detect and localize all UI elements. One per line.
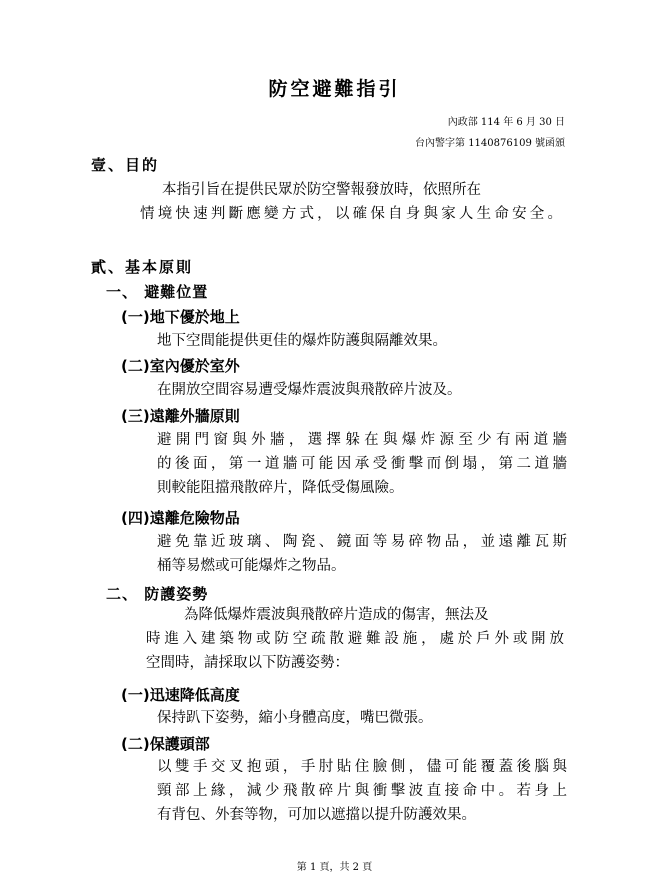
item-protect-head-body bbox=[157, 755, 567, 827]
item-lower-height-heading: (一)迅速降低高度 bbox=[121, 686, 240, 704]
subsection-shelter-location-heading: 一、 避難位置 bbox=[106, 283, 209, 301]
item-hazards-body bbox=[157, 530, 567, 578]
section-purpose-body bbox=[140, 178, 562, 226]
paragraph-line: 以雙手交叉抱頭，手肘貼住臉側，儘可能覆蓋後腦與 bbox=[157, 759, 567, 775]
paragraph-line: 情境快速判斷應變方式，以確保自身與家人生命安全。 bbox=[140, 206, 562, 222]
item-lower-height-body bbox=[157, 706, 567, 730]
protective-posture-intro bbox=[146, 603, 564, 675]
paragraph-line: 在開放空間容易遭受爆炸震波與飛散碎片波及。 bbox=[157, 382, 462, 398]
paragraph-line: 本指引旨在提供民眾於防空警報發放時，依照所在 bbox=[162, 182, 481, 198]
item-underground-heading: (一)地下優於地上 bbox=[121, 308, 240, 326]
paragraph-line: 為降低爆炸震波與飛散碎片造成的傷害，無法及 bbox=[184, 607, 489, 623]
item-indoor-heading: (二)室內優於室外 bbox=[121, 357, 240, 375]
item-outer-wall-heading: (三)遠離外牆原則 bbox=[121, 407, 240, 425]
item-indoor-body bbox=[157, 378, 567, 402]
document-number: 台內警字第 1140876109 號函頒 bbox=[415, 138, 565, 149]
section-purpose-heading: 壹、目的 bbox=[91, 156, 160, 174]
subsection-protective-posture-heading: 二、 防護姿勢 bbox=[106, 585, 209, 603]
item-underground-body bbox=[157, 329, 567, 353]
paragraph-line: 避免靠近玻璃、陶瓷、鏡面等易碎物品，並遠離瓦斯 bbox=[157, 534, 567, 550]
item-hazards-heading: (四)遠離危險物品 bbox=[121, 509, 240, 527]
paragraph-line: 有背包、外套等物，可加以遮擋以提升防護效果。 bbox=[157, 807, 476, 823]
paragraph-line: 地下空間能提供更佳的爆炸防護與隔離效果。 bbox=[157, 333, 447, 349]
paragraph-line: 避開門窗與外牆，選擇躲在與爆炸源至少有兩道牆 bbox=[157, 432, 567, 448]
section-principles-heading: 貳、基本原則 bbox=[91, 258, 194, 276]
paragraph-line: 桶等易燃或可能爆炸之物品。 bbox=[157, 558, 346, 574]
paragraph-line: 頸部上緣，減少飛散碎片與衝擊波直接命中。若身上 bbox=[157, 783, 567, 799]
paragraph-line: 時進入建築物或防空疏散避難設施，處於戶外或開放 bbox=[146, 631, 564, 647]
page-number-footer: 第 1 頁，共 2 頁 bbox=[296, 862, 373, 873]
paragraph-line: 則較能阻擋飛散碎片，降低受傷風險。 bbox=[157, 480, 404, 496]
paragraph-line: 的後面，第一道牆可能因承受衝擊而倒塌，第二道牆 bbox=[157, 456, 567, 472]
item-outer-wall-body bbox=[157, 428, 567, 500]
paragraph-line: 空間時，請採取以下防護姿勢： bbox=[146, 655, 349, 671]
issuer-date: 內政部 114 年 6 月 30 日 bbox=[447, 117, 565, 128]
document-title: 防空避難指引 bbox=[268, 78, 401, 100]
item-protect-head-heading: (二)保護頭部 bbox=[121, 735, 210, 753]
paragraph-line: 保持趴下姿勢，縮小身體高度，嘴巴微張。 bbox=[157, 710, 433, 726]
